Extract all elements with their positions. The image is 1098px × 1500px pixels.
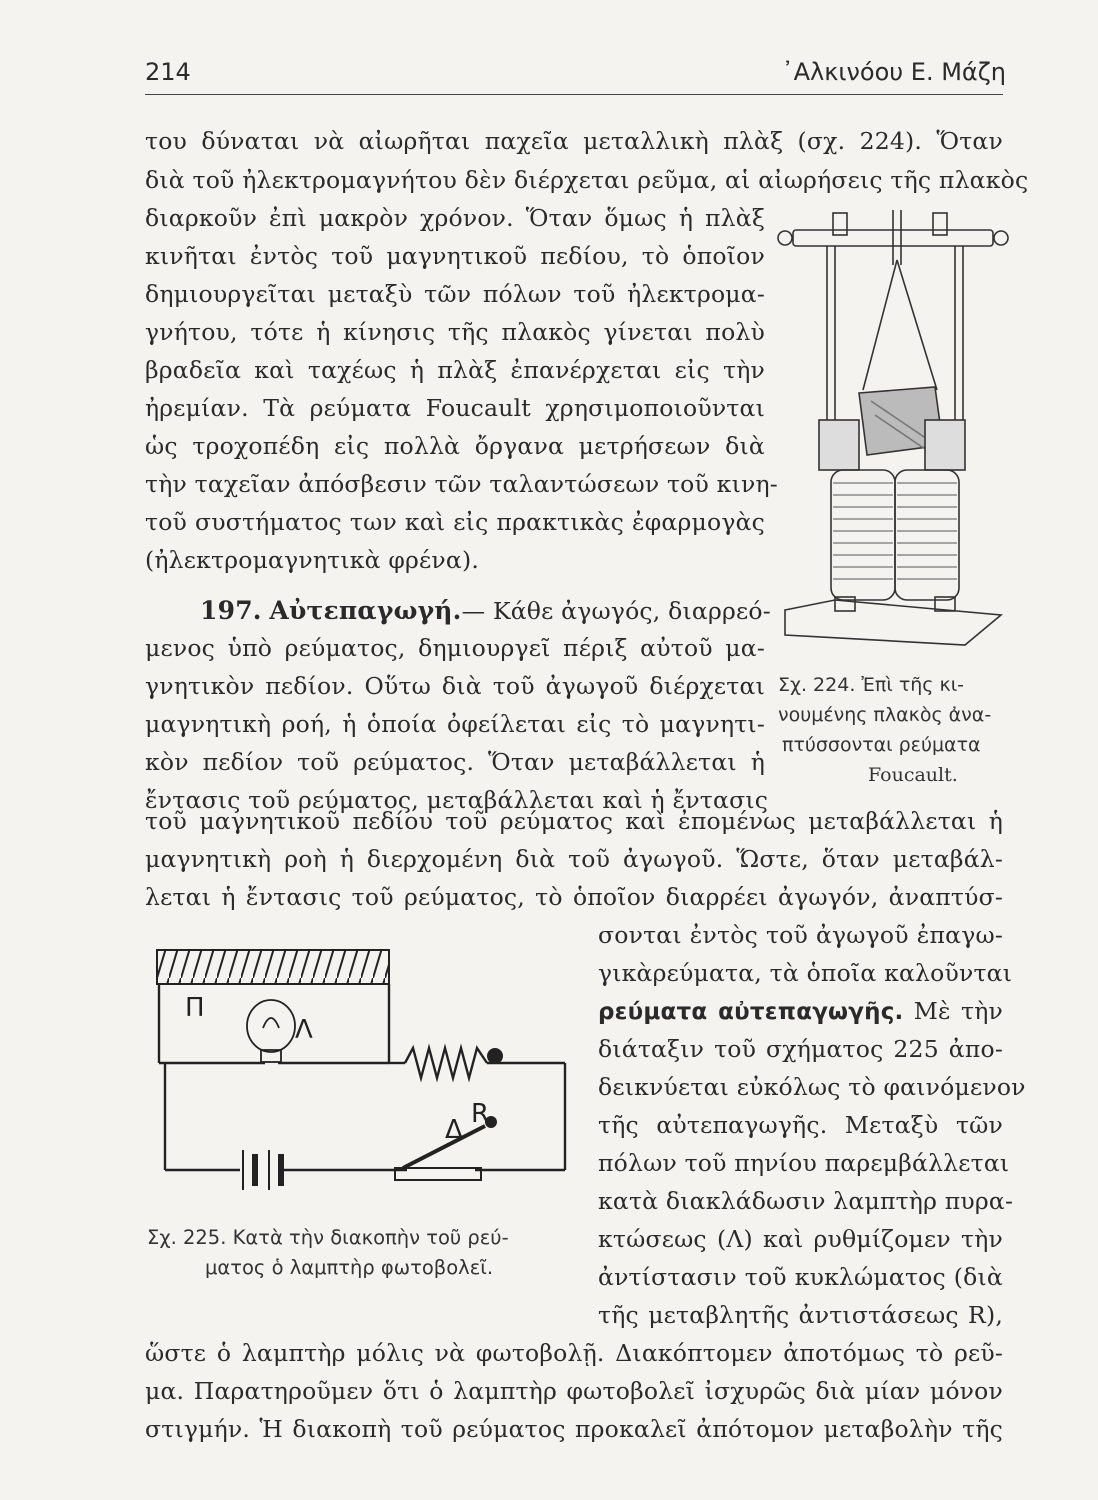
text-line: πόλων τοῦ πηνίου παρεμβάλλεται	[598, 1149, 1010, 1177]
lamp	[247, 1000, 295, 1062]
figure-225-caption-line: ματος ὁ λαμπτὴρ φωτοβολεῖ.	[205, 1256, 494, 1279]
figure-224-caption-line: Σχ. 224. Ἐπὶ τῆς κι-	[778, 674, 964, 696]
text-line: διὰ τοῦ ἠλεκτρομαγνήτου δὲν διέρχεται ρεῦμα, αἱ αἰωρήσεις τῆς πλακὸς	[145, 166, 1029, 194]
figure-224-caption-line: Foucault.	[868, 764, 958, 786]
text-line: δημιουργεῖται μεταξὺ τῶν πόλων τοῦ ἠλεκτρομα-	[145, 280, 765, 308]
text-line: κινῆται ἐντὸς τοῦ μαγνητικοῦ πεδίου, τὸ ὁποῖον	[145, 242, 765, 270]
text-line: γνητικὸν πεδίον. Οὕτω διὰ τοῦ ἀγωγοῦ διέρχεται	[145, 672, 765, 700]
figure-225-caption-line: Σχ. 225. Κατὰ τὴν διακοπὴν τοῦ ρεύ-	[147, 1226, 509, 1249]
text-line: ὥστε ὁ λαμπτὴρ μόλις νὰ φωτοβολῇ. Διακόπτομεν ἀποτόμως τὸ ρεῦ-	[145, 1339, 1003, 1367]
text-line: κατὰ διακλάδωσιν λαμπτὴρ πυρα-	[598, 1187, 1014, 1215]
text-line: δεικνύεται εὐκόλως τὸ φαινόμενον	[598, 1073, 1026, 1101]
figure-224-caption-line: πτύσσονται ρεύματα	[782, 734, 981, 756]
running-head: ᾿Αλκινόου Ε. Μάζη	[781, 58, 1006, 86]
label-coil: Π	[185, 993, 205, 1023]
text-line: διαρκοῦν ἐπὶ μακρὸν χρόνον. Ὅταν ὅμως ἡ πλὰξ	[145, 204, 765, 232]
text-line: βραδεῖα καὶ ταχέως ἡ πλὰξ ἐπανέρχεται εἰς τὴν	[145, 356, 765, 384]
text-line: ἠρεμίαν. Τὰ ρεύματα Foucault χρησιμοποιοῦνται	[145, 394, 765, 422]
figure-224-caption-line: νουμένης πλακὸς ἀνα-	[778, 704, 992, 726]
text-line: ἔντασις τοῦ ρεύματος, μεταβάλλεται καὶ ἡ ἔντασις	[145, 786, 769, 814]
text-line: τὴν ταχεῖαν ἀπόσβεσιν τῶν ταλαντώσεων τοῦ κινη-	[145, 470, 778, 498]
text-line: τῆς αὐτεπαγωγῆς. Μεταξὺ τῶν	[598, 1111, 1003, 1139]
bold-term: ρεύματα αὐτεπαγωγῆς.	[598, 999, 904, 1025]
page-number: 214	[145, 58, 191, 86]
text-line: σονται ἐντὸς τοῦ ἀγωγοῦ ἐπαγω-	[598, 921, 1003, 949]
text-line: μενος ὑπὸ ρεύματος, δημιουργεῖ πέριξ αὐτοῦ μα-	[145, 634, 765, 662]
text-line: κὸν πεδίον τοῦ ρεύματος. Ὅταν μεταβάλλεται ἡ	[145, 748, 765, 776]
header-rule	[145, 94, 1003, 95]
section-heading-line	[200, 596, 771, 625]
text-line: τοῦ μαγνητικοῦ πεδίου τοῦ ρεύματος καὶ ἐπομένως μεταβάλλεται ἡ	[145, 807, 1003, 835]
section-number: 197.	[200, 596, 262, 625]
text-line: στιγμήν. Ἡ διακοπὴ τοῦ ρεύματος προκαλεῖ ἀπότομον μεταβολὴν τῆς	[145, 1415, 1003, 1443]
label-lamp: Λ	[295, 1015, 313, 1045]
figure-225-circuit	[145, 938, 575, 1210]
text-line: ὡς τροχοπέδη εἰς πολλὰ ὄργανα μετρήσεων διὰ	[145, 432, 765, 460]
text-line: μα. Παρατηροῦμεν ὅτι ὁ λαμπτὴρ φωτοβολεῖ ἰσχυρῶς διὰ μίαν μόνον	[145, 1377, 1003, 1405]
text-line: λεται ἡ ἔντασις τοῦ ρεύματος, τὸ ὁποῖον διαρρέει ἀγωγόν, ἀναπτύσ-	[145, 883, 1003, 911]
text-line: κτώσεως (Λ) καὶ ρυθμίζομεν τὴν	[598, 1225, 1003, 1253]
text-line: (ἠλεκτρομαγνητικὰ φρένα).	[145, 546, 479, 574]
figure-224-electromagnet	[775, 205, 1011, 655]
text-line: μαγνητικὴ ροὴ ἡ διερχομένη διὰ τοῦ ἀγωγοῦ. Ὥστε, ὅταν μεταβάλ-	[145, 845, 1003, 873]
text-line: ἀντίστασιν τοῦ κυκλώματος (διὰ	[598, 1263, 1003, 1291]
text-line: τῆς μεταβλητῆς ἀντιστάσεως R),	[598, 1301, 1003, 1329]
text-line: γνήτου, τότε ἡ κίνησις τῆς πλακὸς γίνεται πολὺ	[145, 318, 765, 346]
text-fragment: Μὲ τὴν	[913, 997, 1004, 1025]
text-line: τοῦ συστήματος των καὶ εἰς πρακτικὰς ἐφαρμογὰς	[145, 508, 765, 536]
text-line: γικὰρεύματα, τὰ ὁποῖα καλοῦνται	[598, 959, 1013, 987]
text-line: του δύναται νὰ αἰωρῆται παχεῖα μεταλλικὴ πλὰξ (σχ. 224). Ὅταν	[145, 127, 1003, 155]
text-line	[598, 997, 1004, 1025]
label-resistor: R	[471, 1099, 490, 1129]
text-line: διάταξιν τοῦ σχήματος 225 ἀπο-	[598, 1035, 1003, 1063]
label-switch: Δ	[445, 1115, 463, 1145]
text-line: μαγνητικὴ ροή, ἡ ὁποία ὀφείλεται εἰς τὸ μαγνητι-	[145, 710, 765, 738]
section-title: Αὐτεπαγωγή.	[269, 596, 462, 625]
section-first-line: — Κάθε ἀγωγός, διαρρεό-	[461, 597, 771, 625]
coil	[157, 950, 389, 984]
